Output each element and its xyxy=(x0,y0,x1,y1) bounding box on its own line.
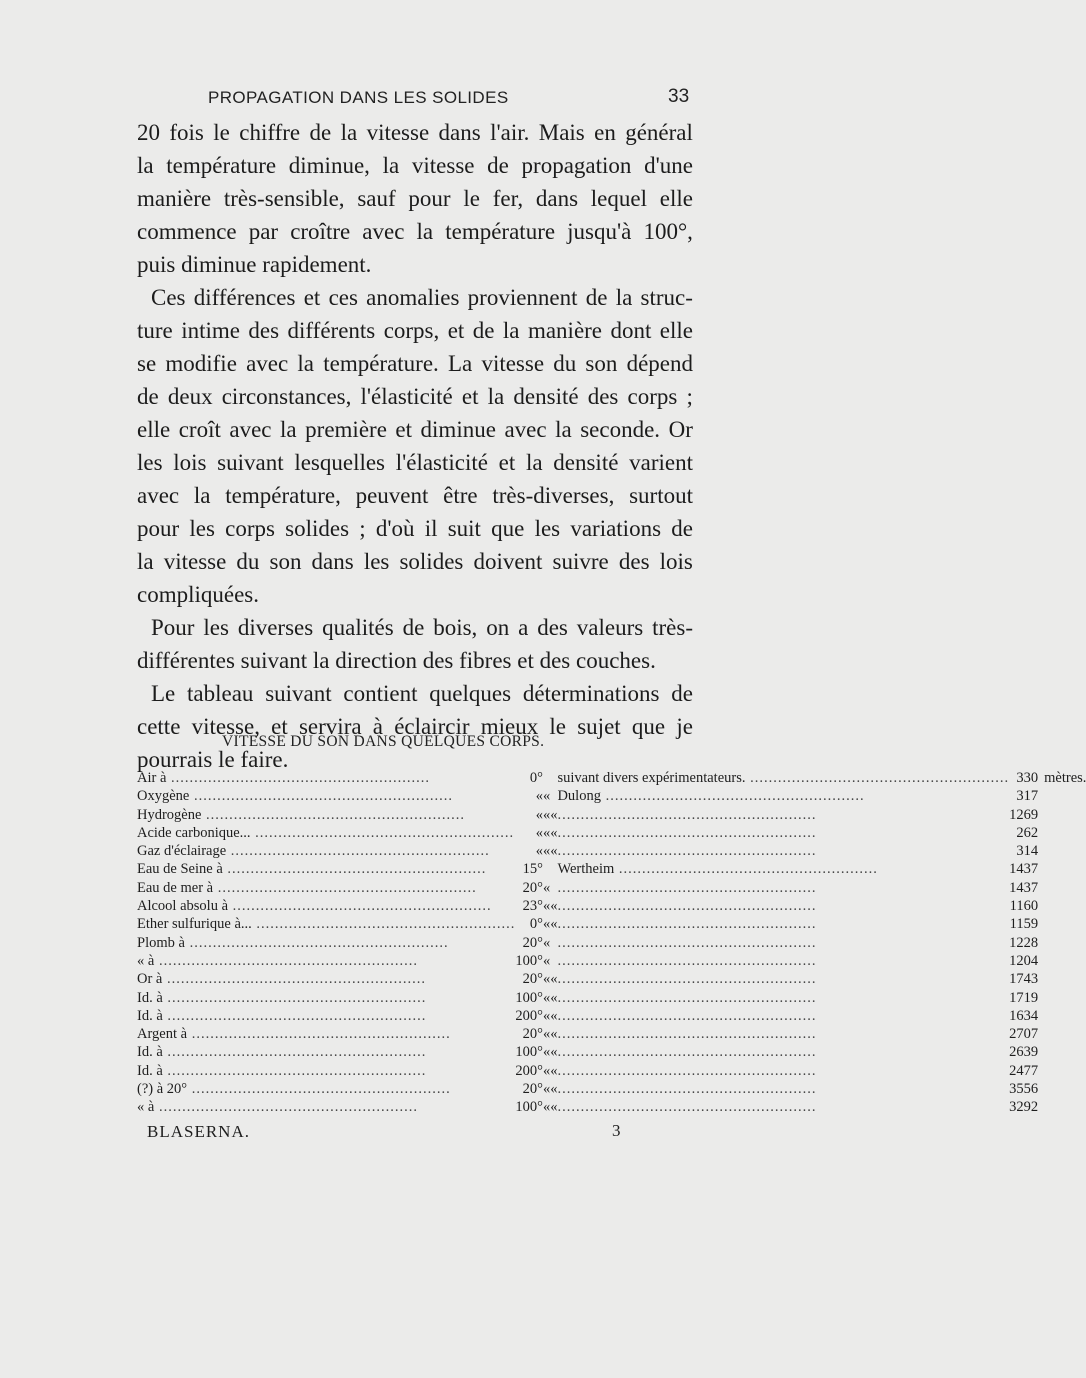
author-cell: Dulong ........................................................ xyxy=(557,788,865,805)
text-line: la vitesse du son dans les solides doivent suivre des lois xyxy=(137,549,693,574)
temperature-cell: 100° xyxy=(515,989,543,1006)
author-cell: ........................................................ xyxy=(557,916,817,933)
table-title: VITESSE DU SON DANS QUELQUES CORPS. xyxy=(222,733,545,750)
table-row xyxy=(137,1098,1086,1116)
text-line: commence par croître avec la température jusqu'à 100°, xyxy=(137,219,693,244)
temperature-cell: 200° xyxy=(515,1062,543,1079)
speed-value-cell: 2639 xyxy=(1009,1044,1039,1061)
text-line: pour les corps solides ; d'où il suit que les variations de xyxy=(137,516,693,541)
substance-cell: Gaz d'éclairage ........................................................ xyxy=(137,843,490,860)
ditto-mark: « xyxy=(550,824,558,841)
ditto-mark: « xyxy=(542,1026,551,1043)
body-text xyxy=(137,116,693,776)
author-cell: Wertheim ........................................................ xyxy=(557,861,878,878)
unit-cell xyxy=(1038,1043,1086,1061)
table-row xyxy=(137,1062,1086,1080)
ditto-mark: « xyxy=(542,1099,551,1116)
author-cell: ........................................................ xyxy=(557,879,817,896)
unit-cell xyxy=(1038,1007,1086,1025)
table-row xyxy=(137,806,1086,824)
ditto-mark xyxy=(550,769,557,787)
table-row xyxy=(137,824,1086,842)
table-row xyxy=(137,897,1086,915)
unit-cell: mètres. xyxy=(1044,770,1086,786)
ditto-mark: « xyxy=(542,934,551,951)
author-cell: ........................................................ xyxy=(557,952,817,969)
speed-value-cell: 1204 xyxy=(1009,952,1039,969)
author-cell: ........................................................ xyxy=(557,1099,817,1116)
table-row xyxy=(137,879,1086,897)
substance-cell: Plomb à ........................................................ xyxy=(137,934,449,951)
temperature-cell: 200° xyxy=(515,1007,543,1024)
unit-cell xyxy=(1038,1098,1086,1116)
substance-cell: Alcool absolu à ........................................................ xyxy=(137,898,492,915)
substance-cell: Eau de mer à ........................................................ xyxy=(137,879,477,896)
ditto-mark: « xyxy=(542,788,551,805)
temperature-cell: « xyxy=(535,806,543,823)
ditto-mark xyxy=(550,860,557,878)
unit-cell xyxy=(1038,1062,1086,1080)
unit-cell xyxy=(1038,787,1086,805)
temperature-cell: 20° xyxy=(522,879,543,896)
speed-value-cell: 1269 xyxy=(1009,806,1039,823)
author-cell: suivant divers expérimentateurs. ........................................................ xyxy=(557,770,1010,786)
ditto-mark: « xyxy=(542,806,551,823)
ditto-mark: « xyxy=(550,1026,558,1043)
table-row xyxy=(137,842,1086,860)
temperature-cell: 20° xyxy=(522,971,543,988)
substance-cell: « à ........................................................ xyxy=(137,952,418,969)
table-row xyxy=(137,915,1086,933)
text-line: pourrais le faire. xyxy=(137,747,289,772)
unit-cell xyxy=(1038,1080,1086,1098)
table-row xyxy=(137,1080,1086,1098)
table-row xyxy=(137,787,1086,805)
text-line: de deux circonstances, l'élasticité et la densité des corps ; xyxy=(137,384,693,409)
unit-cell xyxy=(1038,860,1086,878)
sound-speed-table xyxy=(137,769,1086,1117)
temperature-cell: 100° xyxy=(515,1044,543,1061)
temperature-cell: 20° xyxy=(522,934,543,951)
table-row xyxy=(137,769,1086,787)
author-cell: ........................................................ xyxy=(557,843,817,860)
text-line: la température diminue, la vitesse de propagation d'une xyxy=(137,153,693,178)
unit-cell xyxy=(1038,842,1086,860)
substance-cell: « à ........................................................ xyxy=(137,1099,418,1116)
speed-value-cell: 2477 xyxy=(1009,1062,1039,1079)
text-line: Le tableau suivant contient quelques déterminations de xyxy=(151,681,693,706)
page-number: 33 xyxy=(668,86,690,107)
text-line: les lois suivant lesquelles l'élasticité et la densité varient xyxy=(137,450,693,475)
speed-value-cell: 1437 xyxy=(1009,879,1039,896)
temperature-cell: « xyxy=(535,843,543,860)
speed-value-cell: 2707 xyxy=(1009,1026,1039,1043)
text-line: cette vitesse, et servira à éclaircir mieux le sujet que je xyxy=(137,714,693,739)
ditto-mark: « xyxy=(542,952,551,969)
table-row xyxy=(137,970,1086,988)
substance-cell: Id. à ........................................................ xyxy=(137,989,427,1006)
author-cell: ........................................................ xyxy=(557,971,817,988)
ditto-mark xyxy=(550,787,557,805)
text-line: 20 fois le chiffre de la vitesse dans l'air. Mais en général xyxy=(137,120,693,145)
unit-cell xyxy=(1038,989,1086,1007)
ditto-mark: « xyxy=(550,898,558,915)
ditto-mark: « xyxy=(542,916,551,933)
ditto-mark: « xyxy=(542,1044,551,1061)
text-line: elle croît avec la première et diminue avec la seconde. Or xyxy=(137,417,693,442)
unit-cell xyxy=(1038,915,1086,933)
unit-cell xyxy=(1038,1025,1086,1043)
text-line: Pour les diverses qualités de bois, on a des valeurs très- xyxy=(151,615,693,640)
author-cell: ........................................................ xyxy=(557,898,817,915)
substance-cell: Air à ........................................................ xyxy=(137,770,431,786)
ditto-mark xyxy=(550,952,557,970)
table-row xyxy=(137,952,1086,970)
temperature-cell: 0° xyxy=(529,916,543,933)
temperature-cell: 20° xyxy=(522,1081,543,1098)
substance-cell: Id. à ........................................................ xyxy=(137,1007,427,1024)
author-cell: ........................................................ xyxy=(557,934,817,951)
speed-value-cell: 3292 xyxy=(1009,1099,1039,1116)
text-line: puis diminue rapidement. xyxy=(137,252,372,277)
table-row xyxy=(137,989,1086,1007)
ditto-mark: « xyxy=(542,879,551,896)
author-cell: ........................................................ xyxy=(557,1062,817,1079)
unit-cell xyxy=(1038,952,1086,970)
text-line: compliquées. xyxy=(137,582,259,607)
author-cell: ........................................................ xyxy=(557,1007,817,1024)
speed-value-cell: 1634 xyxy=(1009,1007,1039,1024)
speed-value-cell: 330 xyxy=(1016,770,1039,786)
substance-cell: Acide carbonique... ........................................................ xyxy=(137,824,515,841)
substance-cell: Id. à ........................................................ xyxy=(137,1062,427,1079)
text-line: ture intime des différents corps, et de la manière dont elle xyxy=(137,318,693,343)
ditto-mark: « xyxy=(550,1044,558,1061)
speed-value-cell: 1437 xyxy=(1009,861,1039,878)
unit-cell xyxy=(1038,824,1086,842)
ditto-mark: « xyxy=(550,1081,558,1098)
author-cell: ........................................................ xyxy=(557,1081,817,1098)
ditto-mark: « xyxy=(550,1007,558,1024)
author-cell: ........................................................ xyxy=(557,824,817,841)
substance-cell: Hydrogène ........................................................ xyxy=(137,806,466,823)
temperature-cell: 20° xyxy=(522,1026,543,1043)
unit-cell xyxy=(1038,970,1086,988)
ditto-mark: « xyxy=(542,1081,551,1098)
speed-value-cell: 3556 xyxy=(1009,1081,1039,1098)
table-row xyxy=(137,1007,1086,1025)
table-row xyxy=(137,1043,1086,1061)
temperature-cell: « xyxy=(535,788,543,805)
table-row xyxy=(137,934,1086,952)
ditto-mark: « xyxy=(542,971,551,988)
speed-value-cell: 262 xyxy=(1016,824,1039,841)
temperature-cell: « xyxy=(535,824,543,841)
ditto-mark: « xyxy=(550,1062,558,1079)
ditto-mark xyxy=(550,879,557,897)
table-row xyxy=(137,1025,1086,1043)
speed-value-cell: 317 xyxy=(1016,788,1039,805)
ditto-mark: « xyxy=(542,1062,551,1079)
ditto-mark: « xyxy=(550,806,558,823)
speed-value-cell: 1160 xyxy=(1009,898,1039,915)
unit-cell xyxy=(1038,806,1086,824)
temperature-cell: 0° xyxy=(529,770,543,786)
ditto-mark: « xyxy=(550,916,558,933)
ditto-mark: « xyxy=(542,824,551,841)
ditto-mark: « xyxy=(550,971,558,988)
author-cell: ........................................................ xyxy=(557,1026,817,1043)
temperature-cell: 23° xyxy=(522,898,543,915)
ditto-mark: « xyxy=(550,1099,558,1116)
ditto-mark: « xyxy=(550,843,558,860)
ditto-mark: « xyxy=(550,989,558,1006)
temperature-cell: 100° xyxy=(515,952,543,969)
ditto-mark: « xyxy=(542,843,551,860)
substance-cell: (?) à 20° ........................................................ xyxy=(137,1081,451,1098)
signature-mark: BLASERNA. xyxy=(147,1122,250,1141)
speed-value-cell: 1159 xyxy=(1009,916,1039,933)
unit-cell xyxy=(1038,897,1086,915)
speed-value-cell: 1719 xyxy=(1009,989,1039,1006)
text-line: se modifie avec la température. La vitesse du son dépend xyxy=(137,351,693,376)
temperature-cell: 100° xyxy=(515,1099,543,1116)
author-cell: ........................................................ xyxy=(557,989,817,1006)
speed-value-cell: 1228 xyxy=(1009,934,1039,951)
substance-cell: Or à ........................................................ xyxy=(137,971,426,988)
table-row xyxy=(137,860,1086,878)
author-cell: ........................................................ xyxy=(557,806,817,823)
substance-cell: Id. à ........................................................ xyxy=(137,1044,427,1061)
ditto-mark xyxy=(550,934,557,952)
ditto-mark: « xyxy=(542,1007,551,1024)
text-line: manière très-sensible, sauf pour le fer, dans lequel elle xyxy=(137,186,693,211)
ditto-mark xyxy=(543,769,550,787)
substance-cell: Oxygène ........................................................ xyxy=(137,788,453,805)
ditto-mark: « xyxy=(542,898,551,915)
unit-cell xyxy=(1038,934,1086,952)
temperature-cell: 15° xyxy=(522,861,543,878)
text-line: avec la température, peuvent être très-diverses, surtout xyxy=(137,483,693,508)
signature-number: 3 xyxy=(612,1121,621,1140)
text-line: différentes suivant la direction des fibres et des couches. xyxy=(137,648,656,673)
unit-cell xyxy=(1038,879,1086,897)
substance-cell: Argent à ........................................................ xyxy=(137,1026,451,1043)
substance-cell: Eau de Seine à ........................................................ xyxy=(137,861,487,878)
author-cell: ........................................................ xyxy=(557,1044,817,1061)
running-head: PROPAGATION DANS LES SOLIDES xyxy=(208,88,509,107)
ditto-mark: « xyxy=(542,989,551,1006)
text-line: Ces différences et ces anomalies proviennent de la struc- xyxy=(151,285,693,310)
substance-cell: Ether sulfurique à... ........................................................ xyxy=(137,916,516,933)
speed-value-cell: 314 xyxy=(1016,843,1039,860)
ditto-mark xyxy=(543,860,550,878)
speed-value-cell: 1743 xyxy=(1009,971,1039,988)
